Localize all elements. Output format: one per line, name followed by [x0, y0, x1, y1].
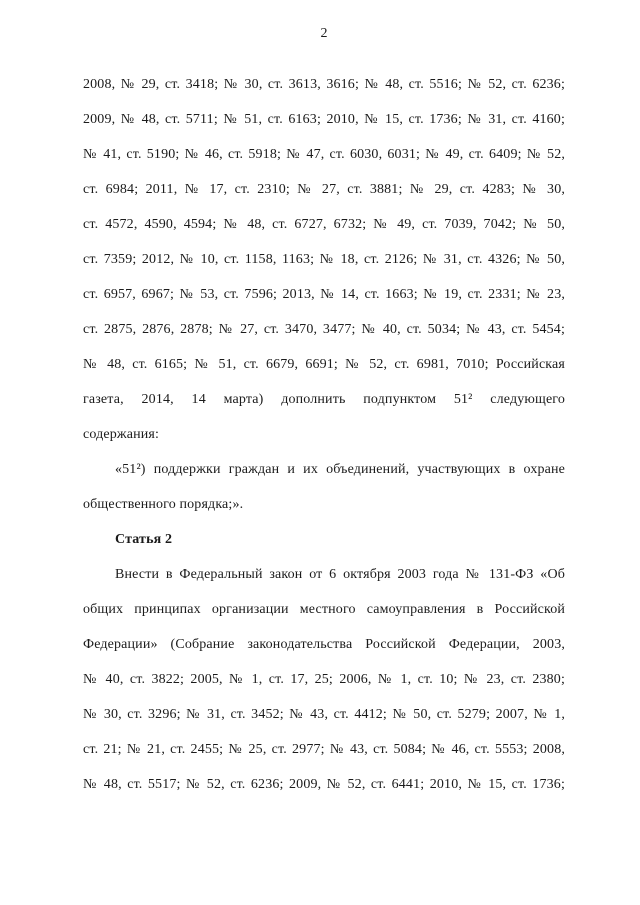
- document-body: [83, 67, 565, 802]
- text-line: общественного порядка;».: [83, 497, 244, 512]
- article-heading: Статья 2: [115, 532, 173, 547]
- text-line: ст. 2875, 2876, 2878; № 27, ст. 3470, 3477; № 40, ст. 5034; № 43, ст. 5454;: [83, 322, 565, 337]
- text-line: № 48, ст. 6165; № 51, ст. 6679, 6691; № 52, ст. 6981, 7010; Российская: [83, 357, 565, 372]
- text-line: ст. 21; № 21, ст. 2455; № 25, ст. 2977; № 43, ст. 5084; № 46, ст. 5553; 2008,: [83, 742, 565, 757]
- text-line: ст. 7359; 2012, № 10, ст. 1158, 1163; № 18, ст. 2126; № 31, ст. 4326; № 50,: [83, 252, 565, 267]
- text-line: ст. 6957, 6967; № 53, ст. 7596; 2013, № 14, ст. 1663; № 19, ст. 2331; № 23,: [83, 287, 565, 302]
- text-line: ст. 6984; 2011, № 17, ст. 2310; № 27, ст. 3881; № 29, ст. 4283; № 30,: [83, 182, 565, 197]
- text-line: Федерации» (Собрание законодательства Российской Федерации, 2003,: [83, 637, 565, 652]
- text-line: «51²) поддержки граждан и их объединений, участвующих в охране: [115, 462, 565, 477]
- text-line: № 41, ст. 5190; № 46, ст. 5918; № 47, ст. 6030, 6031; № 49, ст. 6409; № 52,: [83, 147, 565, 162]
- text-line: 2009, № 48, ст. 5711; № 51, ст. 6163; 2010, № 15, ст. 1736; № 31, ст. 4160;: [83, 112, 565, 127]
- text-line: Внести в Федеральный закон от 6 октября 2003 года № 131-ФЗ «Об: [115, 567, 565, 582]
- text-line: 2008, № 29, ст. 3418; № 30, ст. 3613, 3616; № 48, ст. 5516; № 52, ст. 6236;: [83, 77, 565, 92]
- text-line: № 40, ст. 3822; 2005, № 1, ст. 17, 25; 2006, № 1, ст. 10; № 23, ст. 2380;: [83, 672, 565, 687]
- text-line: ст. 4572, 4590, 4594; № 48, ст. 6727, 6732; № 49, ст. 7039, 7042; № 50,: [83, 217, 565, 232]
- page-number: 2: [320, 26, 328, 41]
- text-line: содержания:: [83, 427, 159, 442]
- text-line: газета, 2014, 14 марта) дополнить подпунктом 51² следующего: [83, 392, 565, 407]
- text-line: общих принципах организации местного самоуправления в Российской: [83, 602, 565, 617]
- text-line: № 30, ст. 3296; № 31, ст. 3452; № 43, ст. 4412; № 50, ст. 5279; 2007, № 1,: [83, 707, 565, 722]
- text-line: № 48, ст. 5517; № 52, ст. 6236; 2009, № 52, ст. 6441; 2010, № 15, ст. 1736;: [83, 777, 565, 792]
